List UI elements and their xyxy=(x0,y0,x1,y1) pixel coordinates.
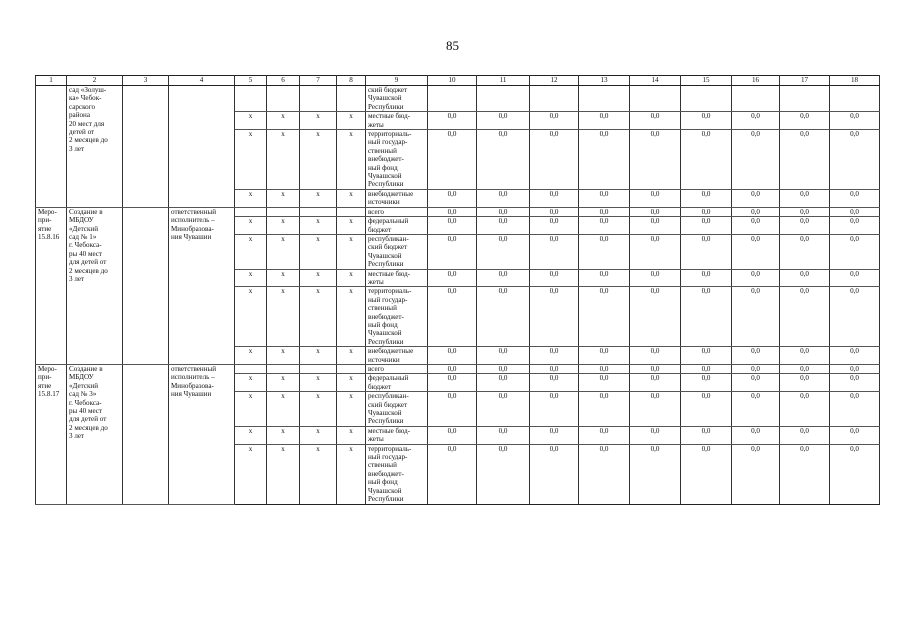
code-cell xyxy=(267,207,300,216)
value-cell: 0,0 xyxy=(780,130,830,190)
table-row xyxy=(36,207,880,216)
code-cell: x xyxy=(267,347,300,365)
value-cell: 0,0 xyxy=(530,365,579,374)
code-cell: x xyxy=(300,269,337,287)
value-cell: 0,0 xyxy=(477,347,530,365)
value-cell: 0,0 xyxy=(530,189,579,207)
value-cell: 0,0 xyxy=(630,234,681,269)
value-cell: 0,0 xyxy=(630,374,681,392)
value-cell: 0,0 xyxy=(428,112,477,130)
value-cell: 0,0 xyxy=(579,112,630,130)
value-cell: 0,0 xyxy=(530,374,579,392)
code-cell: x xyxy=(300,426,337,444)
funding-source-cell: всего xyxy=(366,365,428,374)
value-cell: 0,0 xyxy=(630,217,681,235)
empty-cell xyxy=(123,207,169,364)
column-header: 10 xyxy=(428,76,477,86)
code-cell: x xyxy=(300,217,337,235)
value-cell: 0,0 xyxy=(780,234,830,269)
value-cell: 0,0 xyxy=(530,217,579,235)
value-cell: 0,0 xyxy=(681,374,732,392)
column-header: 5 xyxy=(235,76,267,86)
column-header: 7 xyxy=(300,76,337,86)
table-row xyxy=(36,86,880,112)
value-cell: 0,0 xyxy=(530,112,579,130)
value-cell: 0,0 xyxy=(477,130,530,190)
code-cell: x xyxy=(337,287,366,347)
value-cell: 0,0 xyxy=(780,365,830,374)
code-cell: x xyxy=(337,426,366,444)
value-cell: 0,0 xyxy=(428,444,477,504)
value-cell: 0,0 xyxy=(579,444,630,504)
value-cell: 0,0 xyxy=(830,392,880,427)
value-cell: 0,0 xyxy=(830,374,880,392)
code-cell: x xyxy=(337,112,366,130)
value-cell: 0,0 xyxy=(681,112,732,130)
code-cell: x xyxy=(337,392,366,427)
value-cell xyxy=(780,86,830,112)
value-cell: 0,0 xyxy=(428,269,477,287)
value-cell: 0,0 xyxy=(630,444,681,504)
value-cell: 0,0 xyxy=(780,189,830,207)
value-cell: 0,0 xyxy=(830,365,880,374)
value-cell: 0,0 xyxy=(732,287,780,347)
value-cell: 0,0 xyxy=(732,217,780,235)
code-cell: x xyxy=(267,444,300,504)
value-cell: 0,0 xyxy=(681,217,732,235)
value-cell xyxy=(630,86,681,112)
value-cell: 0,0 xyxy=(477,112,530,130)
code-cell: x xyxy=(337,374,366,392)
column-header: 8 xyxy=(337,76,366,86)
column-header: 1 xyxy=(36,76,67,86)
value-cell: 0,0 xyxy=(830,444,880,504)
value-cell: 0,0 xyxy=(477,365,530,374)
code-cell: x xyxy=(337,269,366,287)
value-cell: 0,0 xyxy=(732,130,780,190)
executor-cell: ответственный исполнитель – Минобразова- ния Чувашии xyxy=(169,207,235,364)
value-cell: 0,0 xyxy=(530,269,579,287)
code-cell: x xyxy=(235,287,267,347)
column-header: 15 xyxy=(681,76,732,86)
column-header: 11 xyxy=(477,76,530,86)
code-cell: x xyxy=(235,217,267,235)
code-cell: x xyxy=(337,234,366,269)
code-cell xyxy=(267,365,300,374)
code-cell: x xyxy=(267,374,300,392)
value-cell: 0,0 xyxy=(579,374,630,392)
value-cell: 0,0 xyxy=(428,365,477,374)
value-cell: 0,0 xyxy=(477,234,530,269)
column-header: 17 xyxy=(780,76,830,86)
value-cell: 0,0 xyxy=(681,365,732,374)
code-cell xyxy=(337,365,366,374)
value-cell: 0,0 xyxy=(477,444,530,504)
code-cell: x xyxy=(267,392,300,427)
funding-source-cell: республикан- ский бюджет Чувашской Республики xyxy=(366,234,428,269)
value-cell: 0,0 xyxy=(477,207,530,216)
value-cell: 0,0 xyxy=(630,189,681,207)
value-cell xyxy=(681,86,732,112)
value-cell: 0,0 xyxy=(428,287,477,347)
funding-source-cell: территориаль- ный государ- ственный внебюджет- ный фонд Чувашской Республики xyxy=(366,287,428,347)
value-cell: 0,0 xyxy=(681,234,732,269)
value-cell: 0,0 xyxy=(830,269,880,287)
code-cell: x xyxy=(235,269,267,287)
value-cell: 0,0 xyxy=(477,189,530,207)
value-cell: 0,0 xyxy=(830,347,880,365)
value-cell: 0,0 xyxy=(477,269,530,287)
value-cell: 0,0 xyxy=(630,207,681,216)
value-cell: 0,0 xyxy=(681,444,732,504)
value-cell: 0,0 xyxy=(579,269,630,287)
code-cell: x xyxy=(235,234,267,269)
value-cell: 0,0 xyxy=(780,392,830,427)
value-cell: 0,0 xyxy=(630,392,681,427)
value-cell: 0,0 xyxy=(780,374,830,392)
value-cell: 0,0 xyxy=(732,207,780,216)
code-cell xyxy=(235,86,267,112)
value-cell: 0,0 xyxy=(830,234,880,269)
code-cell: x xyxy=(300,347,337,365)
column-header: 3 xyxy=(123,76,169,86)
code-cell xyxy=(235,365,267,374)
funding-source-cell: внебюджетные источники xyxy=(366,347,428,365)
value-cell: 0,0 xyxy=(530,444,579,504)
code-cell: x xyxy=(337,444,366,504)
value-cell: 0,0 xyxy=(428,217,477,235)
funding-source-cell: местные бюд- жеты xyxy=(366,112,428,130)
value-cell: 0,0 xyxy=(732,444,780,504)
value-cell xyxy=(579,86,630,112)
value-cell: 0,0 xyxy=(428,130,477,190)
table-body xyxy=(36,76,880,505)
value-cell: 0,0 xyxy=(780,112,830,130)
code-cell: x xyxy=(267,217,300,235)
value-cell: 0,0 xyxy=(780,269,830,287)
code-cell: x xyxy=(300,112,337,130)
funding-source-cell: федеральный бюджет xyxy=(366,217,428,235)
value-cell: 0,0 xyxy=(579,347,630,365)
column-header: 2 xyxy=(67,76,123,86)
event-name-cell: Создание в МБДОУ «Детский сад № 1» г. Чебокса- ры 40 мест для детей от 2 месяцев до 3 лет xyxy=(67,207,123,364)
value-cell: 0,0 xyxy=(681,189,732,207)
value-cell xyxy=(732,86,780,112)
code-cell xyxy=(337,207,366,216)
code-cell: x xyxy=(300,374,337,392)
funding-source-cell: местные бюд- жеты xyxy=(366,426,428,444)
funding-source-cell: территориаль- ный государ- ственный внебюджет- ный фонд Чувашской Республики xyxy=(366,444,428,504)
code-cell: x xyxy=(235,130,267,190)
value-cell: 0,0 xyxy=(780,217,830,235)
value-cell: 0,0 xyxy=(530,426,579,444)
code-cell: x xyxy=(300,392,337,427)
column-header: 12 xyxy=(530,76,579,86)
code-cell: x xyxy=(300,189,337,207)
value-cell: 0,0 xyxy=(530,130,579,190)
code-cell: x xyxy=(267,269,300,287)
value-cell: 0,0 xyxy=(732,374,780,392)
table-row xyxy=(36,365,880,374)
funding-source-cell: внебюджетные источники xyxy=(366,189,428,207)
value-cell: 0,0 xyxy=(428,189,477,207)
funding-source-cell: местные бюд- жеты xyxy=(366,269,428,287)
code-cell: x xyxy=(267,189,300,207)
code-cell: x xyxy=(235,112,267,130)
funding-source-cell: федеральный бюджет xyxy=(366,374,428,392)
value-cell: 0,0 xyxy=(428,374,477,392)
page-number: 85 xyxy=(446,38,459,53)
value-cell: 0,0 xyxy=(428,347,477,365)
value-cell: 0,0 xyxy=(579,392,630,427)
executor-cell xyxy=(169,86,235,208)
event-cell xyxy=(36,86,67,208)
value-cell: 0,0 xyxy=(630,287,681,347)
column-header: 9 xyxy=(366,76,428,86)
value-cell: 0,0 xyxy=(732,112,780,130)
value-cell: 0,0 xyxy=(579,207,630,216)
code-cell: x xyxy=(300,234,337,269)
funding-source-cell: всего xyxy=(366,207,428,216)
value-cell: 0,0 xyxy=(477,217,530,235)
value-cell: 0,0 xyxy=(579,130,630,190)
value-cell: 0,0 xyxy=(780,426,830,444)
column-header: 13 xyxy=(579,76,630,86)
value-cell: 0,0 xyxy=(830,112,880,130)
value-cell: 0,0 xyxy=(732,234,780,269)
value-cell: 0,0 xyxy=(530,347,579,365)
value-cell: 0,0 xyxy=(477,374,530,392)
column-header: 14 xyxy=(630,76,681,86)
event-cell: Меро- при- ятие 15.8.16 xyxy=(36,207,67,364)
code-cell: x xyxy=(267,112,300,130)
column-header: 18 xyxy=(830,76,880,86)
value-cell: 0,0 xyxy=(830,426,880,444)
value-cell: 0,0 xyxy=(428,207,477,216)
value-cell: 0,0 xyxy=(579,234,630,269)
value-cell: 0,0 xyxy=(780,347,830,365)
code-cell: x xyxy=(337,189,366,207)
value-cell: 0,0 xyxy=(477,287,530,347)
value-cell: 0,0 xyxy=(681,347,732,365)
code-cell: x xyxy=(337,130,366,190)
code-cell: x xyxy=(235,189,267,207)
code-cell: x xyxy=(267,287,300,347)
event-cell: Меро- при- ятие 15.8.17 xyxy=(36,365,67,505)
code-cell xyxy=(300,86,337,112)
funding-source-cell: республикан- ский бюджет Чувашской Республики xyxy=(366,392,428,427)
value-cell: 0,0 xyxy=(830,217,880,235)
event-name-cell: Создание в МБДОУ «Детский сад № 3» г. Чебокса- ры 40 мест для детей от 2 месяцев до 3 лет xyxy=(67,365,123,505)
value-cell: 0,0 xyxy=(428,392,477,427)
value-cell: 0,0 xyxy=(732,347,780,365)
funding-source-cell: ский бюджет Чувашской Республики xyxy=(366,86,428,112)
code-cell: x xyxy=(235,444,267,504)
code-cell: x xyxy=(267,234,300,269)
code-cell: x xyxy=(267,426,300,444)
code-cell: x xyxy=(300,444,337,504)
value-cell: 0,0 xyxy=(630,347,681,365)
funding-table xyxy=(35,75,880,505)
value-cell: 0,0 xyxy=(732,269,780,287)
value-cell: 0,0 xyxy=(630,426,681,444)
value-cell: 0,0 xyxy=(579,365,630,374)
code-cell: x xyxy=(235,374,267,392)
value-cell: 0,0 xyxy=(530,392,579,427)
value-cell: 0,0 xyxy=(780,287,830,347)
empty-cell xyxy=(123,365,169,505)
code-cell: x xyxy=(300,130,337,190)
column-header: 6 xyxy=(267,76,300,86)
code-cell: x xyxy=(267,130,300,190)
value-cell xyxy=(530,86,579,112)
value-cell: 0,0 xyxy=(681,269,732,287)
value-cell: 0,0 xyxy=(579,189,630,207)
value-cell: 0,0 xyxy=(477,392,530,427)
empty-cell xyxy=(123,86,169,208)
code-cell: x xyxy=(235,347,267,365)
value-cell: 0,0 xyxy=(681,426,732,444)
code-cell: x xyxy=(300,287,337,347)
code-cell xyxy=(337,86,366,112)
value-cell: 0,0 xyxy=(732,365,780,374)
value-cell xyxy=(477,86,530,112)
code-cell: x xyxy=(337,347,366,365)
column-header: 4 xyxy=(169,76,235,86)
value-cell: 0,0 xyxy=(830,287,880,347)
value-cell: 0,0 xyxy=(681,130,732,190)
code-cell: x xyxy=(337,217,366,235)
value-cell: 0,0 xyxy=(830,130,880,190)
event-name-cell: сад «Золуш- ка» Чебок- сарского района 20 мест для детей от 2 месяцев до 3 лет xyxy=(67,86,123,208)
value-cell: 0,0 xyxy=(579,426,630,444)
value-cell xyxy=(830,86,880,112)
executor-cell: ответственный исполнитель – Минобразова- ния Чувашии xyxy=(169,365,235,505)
value-cell: 0,0 xyxy=(630,365,681,374)
value-cell: 0,0 xyxy=(428,234,477,269)
code-cell xyxy=(267,86,300,112)
value-cell: 0,0 xyxy=(732,392,780,427)
value-cell: 0,0 xyxy=(732,426,780,444)
value-cell: 0,0 xyxy=(579,217,630,235)
value-cell: 0,0 xyxy=(732,189,780,207)
funding-source-cell: территориаль- ный государ- ственный внебюджет- ный фонд Чувашской Республики xyxy=(366,130,428,190)
header-row xyxy=(36,76,880,86)
column-header: 16 xyxy=(732,76,780,86)
value-cell xyxy=(428,86,477,112)
value-cell: 0,0 xyxy=(630,130,681,190)
value-cell: 0,0 xyxy=(830,189,880,207)
value-cell: 0,0 xyxy=(630,112,681,130)
code-cell xyxy=(300,207,337,216)
value-cell: 0,0 xyxy=(830,207,880,216)
value-cell: 0,0 xyxy=(530,234,579,269)
code-cell xyxy=(300,365,337,374)
value-cell: 0,0 xyxy=(530,207,579,216)
value-cell: 0,0 xyxy=(681,287,732,347)
value-cell: 0,0 xyxy=(681,392,732,427)
value-cell: 0,0 xyxy=(477,426,530,444)
code-cell xyxy=(235,207,267,216)
value-cell: 0,0 xyxy=(681,207,732,216)
value-cell: 0,0 xyxy=(780,207,830,216)
value-cell: 0,0 xyxy=(630,269,681,287)
value-cell: 0,0 xyxy=(579,287,630,347)
value-cell: 0,0 xyxy=(780,444,830,504)
value-cell: 0,0 xyxy=(428,426,477,444)
code-cell: x xyxy=(235,392,267,427)
code-cell: x xyxy=(235,426,267,444)
value-cell: 0,0 xyxy=(530,287,579,347)
